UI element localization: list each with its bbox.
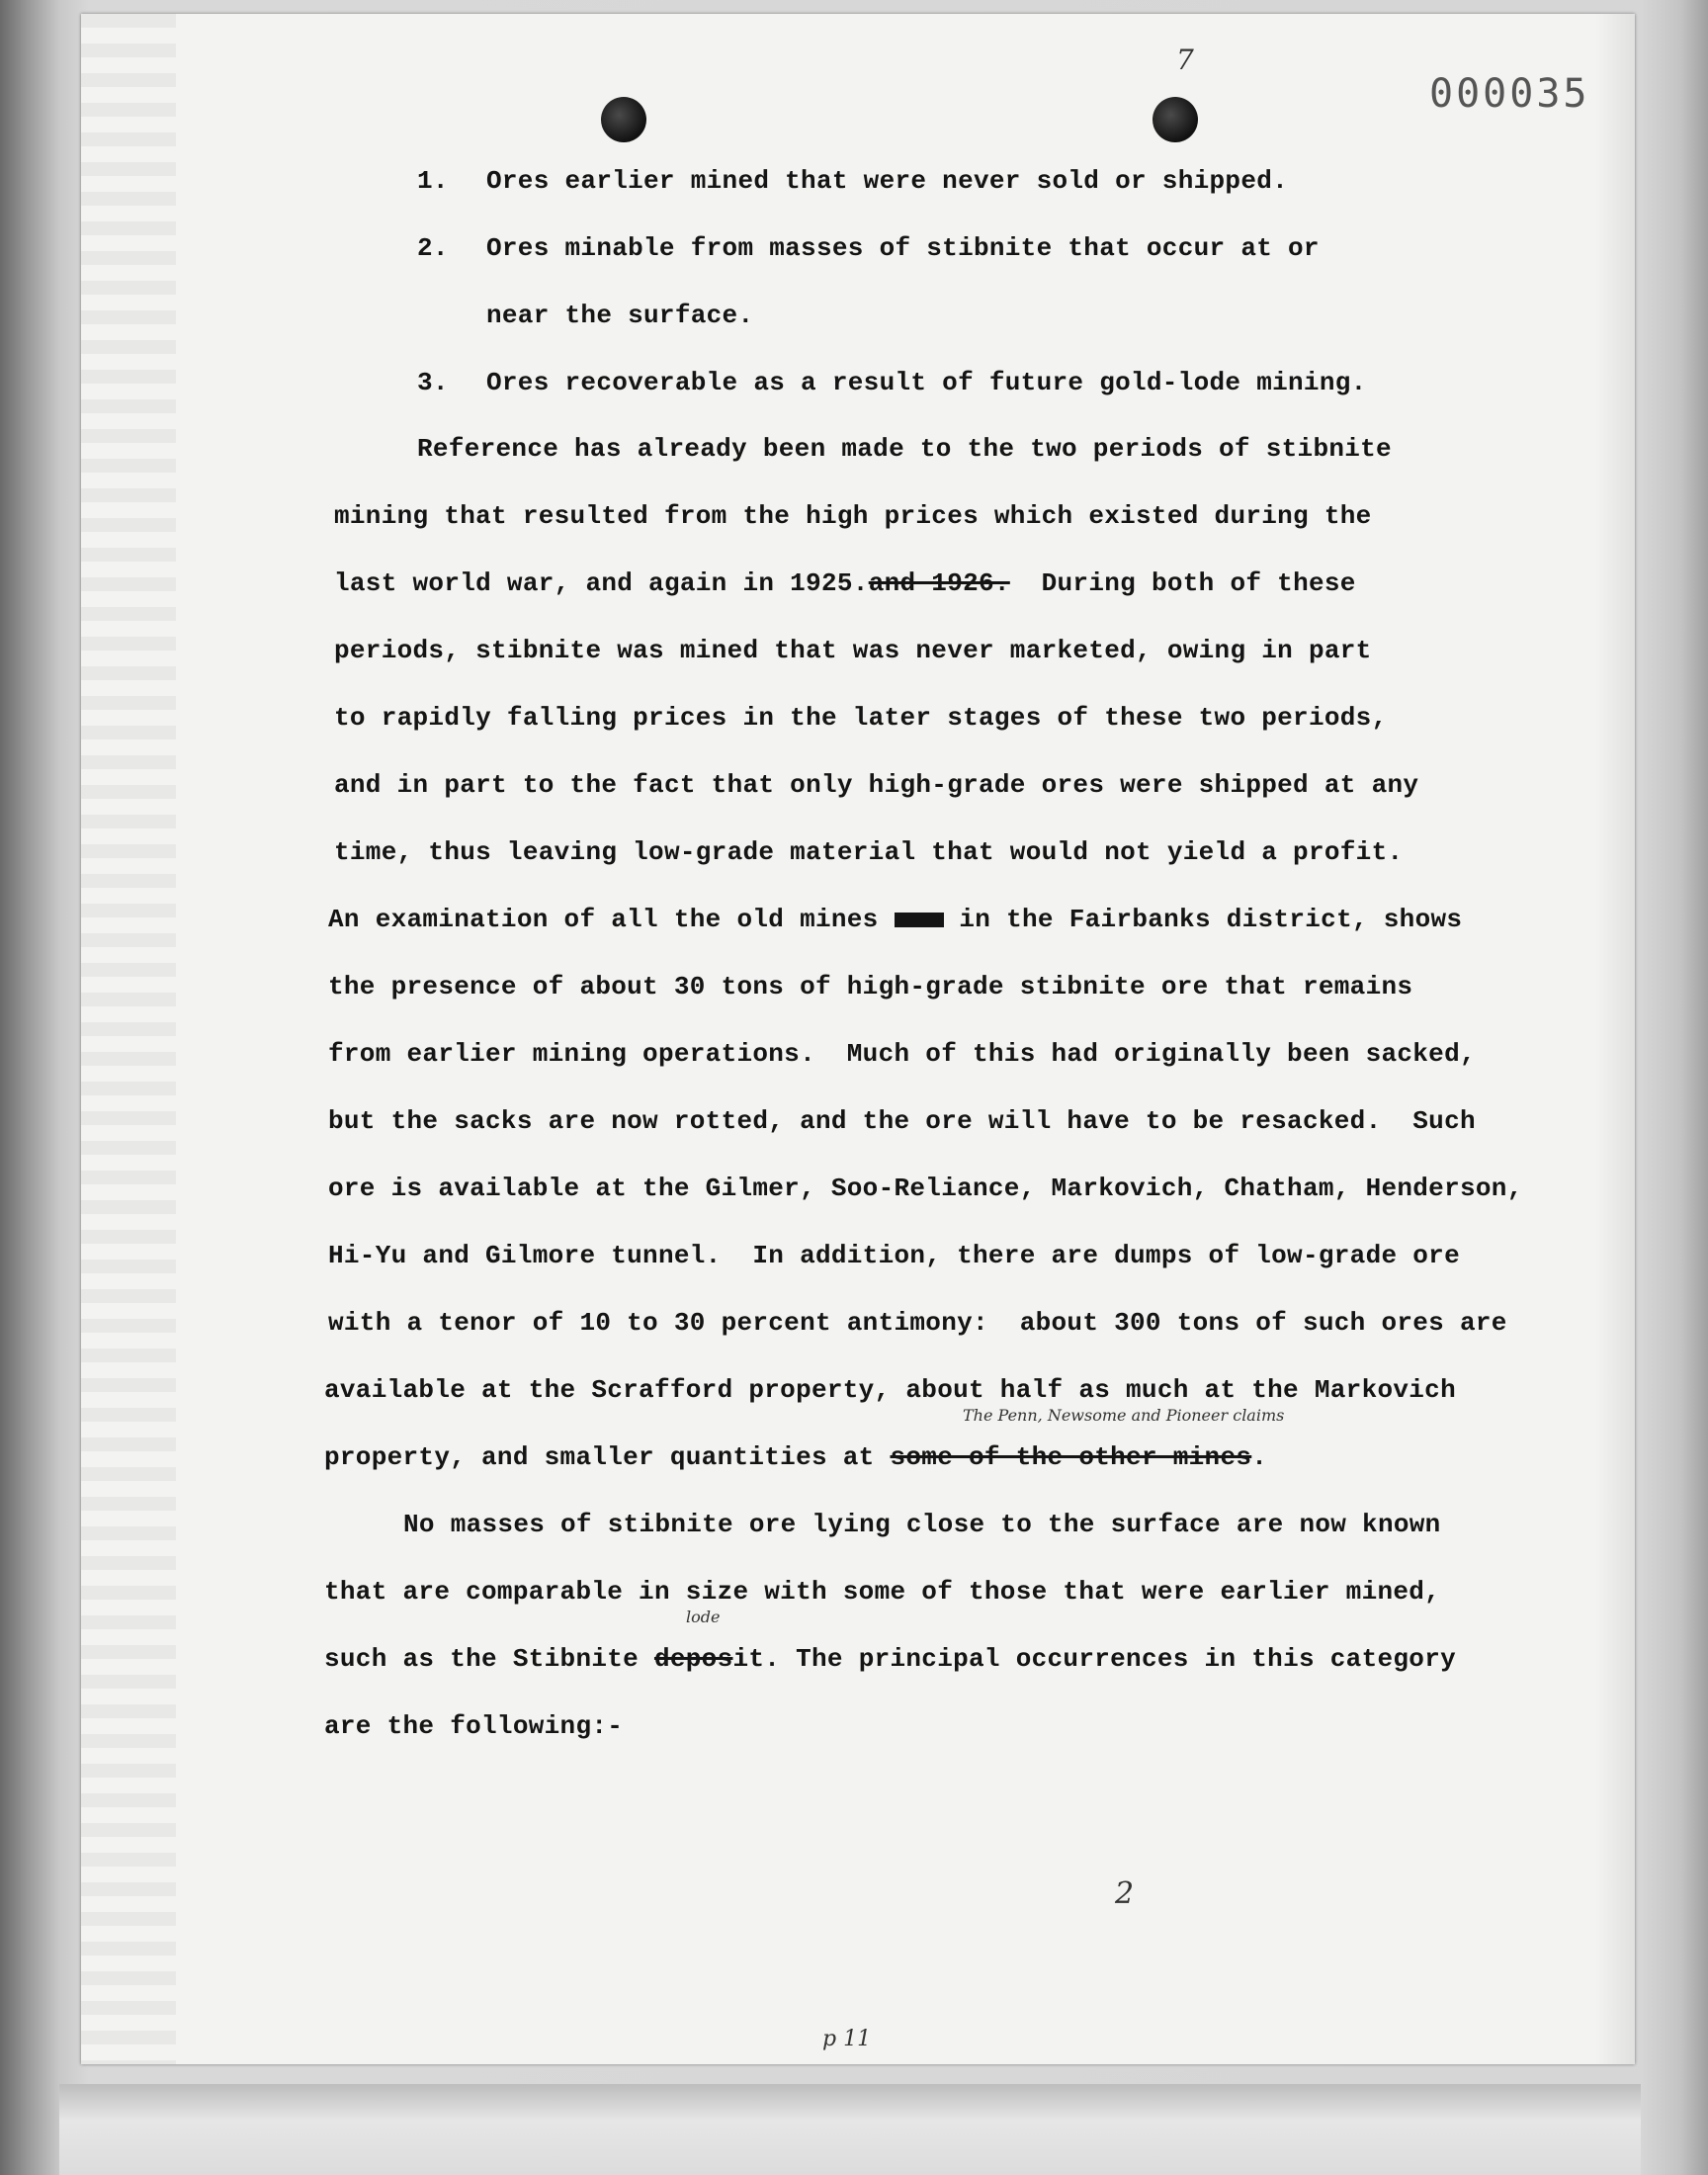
handwritten-top-mark: 7	[1176, 44, 1194, 76]
punch-hole-right	[1153, 97, 1198, 142]
punch-hole-left	[601, 97, 646, 142]
list-item-marker: 3.	[417, 368, 449, 397]
paragraph-line-start: such as the Stibnite	[324, 1644, 654, 1674]
paragraph-line: No masses of stibnite ore lying close to the surface are now known	[403, 1510, 1441, 1539]
list-item-text: near the surface.	[486, 301, 754, 330]
paragraph-line: but the sacks are now rotted, and the ore will have to be resacked. Such	[328, 1106, 1476, 1136]
paragraph-line-end: During both of these	[1041, 568, 1356, 598]
handwritten-insertion: The Penn, Newsome and Pioneer claims	[963, 1406, 1285, 1425]
ink-blot	[895, 913, 944, 927]
paragraph-line	[324, 1442, 1267, 1472]
paragraph-line-end: in the Fairbanks district, shows	[959, 905, 1463, 934]
paragraph-line	[334, 568, 1356, 598]
paragraph-line-end: .	[1251, 1442, 1268, 1472]
handwritten-mid-mark: 2	[1115, 1876, 1135, 1911]
paragraph-line: mining that resulted from the high prices which existed during the	[334, 501, 1372, 531]
struck-text: and 1926.	[868, 568, 1010, 598]
paragraph-line	[328, 905, 1462, 934]
paragraph-line: Reference has already been made to the two periods of stibnite	[417, 434, 1392, 464]
paragraph-line: and in part to the fact that only high-grade ores were shipped at any	[334, 770, 1419, 800]
struck-text: some of the other mines	[890, 1442, 1252, 1472]
scan-edge-shadow	[1595, 14, 1635, 2064]
list-item-text: Ores recoverable as a result of future gold-lode mining.	[486, 368, 1367, 397]
paragraph-line: are the following:-	[324, 1711, 624, 1741]
paragraph-line-start: An examination of all the old mines	[328, 905, 879, 934]
list-item-marker: 1.	[417, 166, 449, 196]
struck-text: depos	[653, 1644, 733, 1674]
paragraph-line: periods, stibnite was mined that was never marketed, owing in part	[334, 636, 1372, 665]
document-number-stamp: 000035	[1429, 71, 1590, 117]
paragraph-line: Hi-Yu and Gilmore tunnel. In addition, there are dumps of low-grade ore	[328, 1241, 1460, 1270]
paragraph-line-end: The principal occurrences in this category	[780, 1644, 1456, 1674]
paragraph-line: available at the Scrafford property, about half as much at the Markovich	[324, 1375, 1456, 1405]
document-page	[81, 14, 1635, 2064]
handwritten-page-mark: p 11	[822, 2027, 872, 2051]
paragraph-line: with a tenor of 10 to 30 percent antimony: about 300 tons of such ores are	[328, 1308, 1507, 1338]
list-item-text: Ores minable from masses of stibnite that occur at or	[486, 233, 1320, 263]
paragraph-line	[324, 1644, 1456, 1674]
scan-bottom-edge	[59, 2084, 1641, 2175]
paragraph-line-start: property, and smaller quantities at	[324, 1442, 891, 1472]
paragraph-line: time, thus leaving low-grade material that would not yield a profit.	[334, 837, 1404, 867]
paragraph-line-start: last world war, and again in 1925.	[334, 568, 869, 598]
paragraph-line: to rapidly falling prices in the later stages of these two periods,	[334, 703, 1388, 733]
paragraph-line: the presence of about 30 tons of high-grade stibnite ore that remains	[328, 972, 1413, 1001]
paragraph-line-mid: it.	[732, 1644, 781, 1674]
list-item-text: Ores earlier mined that were never sold or shipped.	[486, 166, 1289, 196]
paragraph-line: that are comparable in size with some of those that were earlier mined,	[324, 1577, 1441, 1607]
scan-edge-smudge	[81, 14, 176, 2064]
handwritten-lode: lode	[686, 1608, 721, 1626]
list-item-marker: 2.	[417, 233, 449, 263]
paragraph-line: ore is available at the Gilmer, Soo-Reliance, Markovich, Chatham, Henderson,	[328, 1174, 1523, 1203]
paragraph-line: from earlier mining operations. Much of this had originally been sacked,	[328, 1039, 1476, 1069]
